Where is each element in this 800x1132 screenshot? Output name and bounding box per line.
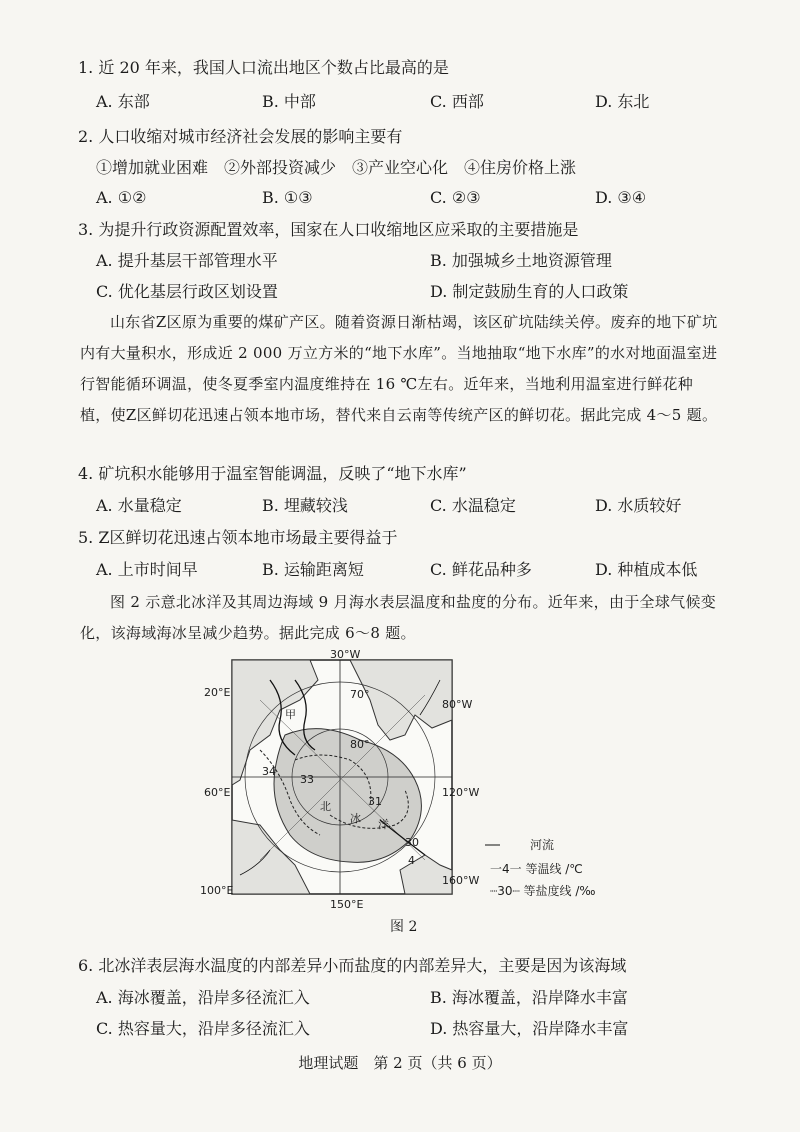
label-iso-31: 31 (368, 795, 382, 808)
q1-option-b: B. 中部 (262, 92, 316, 111)
q5-option-a: A. 上市时间早 (96, 560, 198, 579)
arctic-map-figure (200, 640, 700, 940)
legend-river: 河流 (530, 838, 555, 852)
label-jia: 甲 (285, 708, 296, 721)
passage-arctic: 图 2 示意北冰洋及其周边海域 9 月海水表层温度和盐度的分布。近年来，由于全球气候变化，该海域海冰呈减少趋势。据此完成 6～8 题。 (80, 593, 717, 642)
label-120w: 120°W (442, 786, 480, 799)
q3-option-b: B. 加强城乡土地资源管理 (430, 251, 612, 270)
label-bing: 冰 (350, 812, 361, 825)
question-3-stem: 3. 为提升行政资源配置效率，国家在人口收缩地区应采取的主要措施是 (78, 220, 579, 239)
label-80: 80° (350, 738, 370, 751)
q2-option-d: D. ③④ (595, 188, 647, 207)
q1-option-a: A. 东部 (96, 92, 150, 111)
q2-option-b: B. ①③ (262, 188, 313, 207)
label-30w: 30°W (330, 648, 361, 661)
label-iso-4: 4 (408, 854, 415, 867)
q5-option-c: C. 鲜花品种多 (430, 560, 532, 579)
label-60e: 60°E (204, 786, 231, 799)
label-100e: 100°E (200, 884, 234, 897)
q6-option-a: A. 海冰覆盖，沿岸多径流汇入 (96, 988, 310, 1007)
q6-option-c: C. 热容量大，沿岸多径流汇入 (96, 1019, 310, 1038)
question-2-stem: 2. 人口收缩对城市经济社会发展的影响主要有 (78, 127, 403, 146)
label-bei: 北 (320, 800, 331, 813)
q5-option-b: B. 运输距离短 (262, 560, 364, 579)
question-4-stem: 4. 矿坑积水能够用于温室智能调温，反映了“地下水库” (78, 464, 467, 483)
label-150e: 150°E (330, 898, 364, 911)
q4-option-a: A. 水量稳定 (96, 496, 182, 515)
q2-items: ①增加就业困难 ②外部投资减少 ③产业空心化 ④住房价格上涨 (96, 158, 577, 177)
q4-option-b: B. 埋藏较浅 (262, 496, 348, 515)
q2-option-c: C. ②③ (430, 188, 481, 207)
question-6-stem: 6. 北冰洋表层海水温度的内部差异小而盐度的内部差异大，主要是因为该海域 (78, 956, 627, 975)
q6-option-b: B. 海冰覆盖，沿岸降水丰富 (430, 988, 628, 1007)
question-5-stem: 5. Z区鲜切花迅速占领本地市场最主要得益于 (78, 528, 398, 547)
q6-option-d: D. 热容量大，沿岸降水丰富 (430, 1019, 629, 1038)
q3-option-c: C. 优化基层行政区划设置 (96, 282, 278, 301)
legend-isotherm: 一4一 等温线 /℃ (490, 862, 583, 876)
label-20e: 20°E (204, 686, 231, 699)
label-iso-33: 33 (300, 773, 314, 786)
question-1-stem: 1. 近 20 年来，我国人口流出地区个数占比最高的是 (78, 58, 449, 77)
q4-option-d: D. 水质较好 (595, 496, 682, 515)
legend-isohaline: ┈30┈ 等盐度线 /‰ (490, 884, 596, 898)
q1-option-d: D. 东北 (595, 92, 650, 111)
page-footer: 地理试题 第 2 页（共 6 页） (298, 1054, 502, 1072)
q5-option-d: D. 种植成本低 (595, 560, 698, 579)
q2-option-a: A. ①② (96, 188, 147, 207)
label-80w: 80°W (442, 698, 473, 711)
label-iso-34: 34 (262, 765, 276, 778)
q4-option-c: C. 水温稳定 (430, 496, 516, 515)
passage-zone-z: 山东省Z区原为重要的煤矿产区。随着资源日渐枯竭，该区矿坑陆续关停。废弃的地下矿坑内有大量积水，形成近 2 000 万立方米的“地下水库”。当地抽取“地下水库”的水对地面温室进行智能循环调温，使冬夏季室内温度维持在 16 ℃左右。近年来，当地利用温室进行鲜花种植，使Z区鲜切花迅速占领本地市场，替代来自云南等传统产区的鲜切花。据此完成 4～5 题。 (80, 313, 718, 424)
label-70: 70° (350, 688, 370, 701)
q3-option-a: A. 提升基层干部管理水平 (96, 251, 278, 270)
label-iso-30: 30 (405, 836, 419, 849)
figure-caption: 图 2 (390, 919, 418, 935)
label-yang: 洋 (378, 818, 389, 831)
q1-option-c: C. 西部 (430, 92, 484, 111)
q3-option-d: D. 制定鼓励生育的人口政策 (430, 282, 629, 301)
label-160w: 160°W (442, 874, 480, 887)
